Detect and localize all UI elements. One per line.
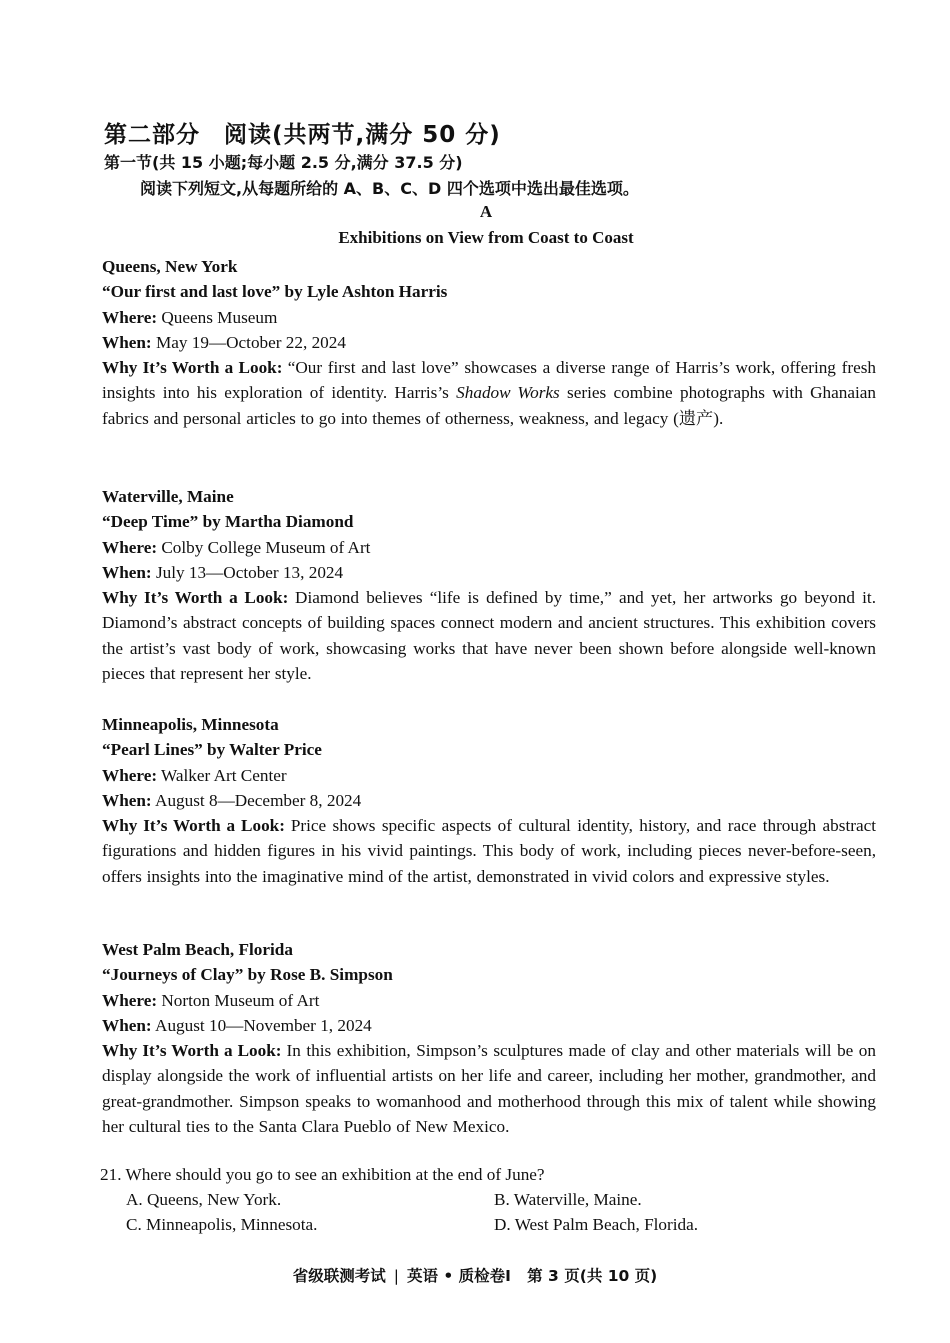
exhibit-why xyxy=(102,1038,876,1139)
question-21 xyxy=(100,1162,880,1237)
question-options xyxy=(100,1187,880,1237)
option-c[interactable]: C. Minneapolis, Minnesota. xyxy=(126,1215,318,1234)
where-value: Norton Museum of Art xyxy=(161,990,320,1010)
exhibit-when xyxy=(102,330,876,355)
exhibit-place: Queens, New York xyxy=(102,257,238,276)
why-label: Why It’s Worth a Look: xyxy=(102,588,289,608)
option-b[interactable]: B. Waterville, Maine. xyxy=(494,1190,642,1209)
exhibit-when xyxy=(102,788,876,813)
when-label: When: xyxy=(102,790,152,810)
exhibit-why xyxy=(102,355,876,431)
passage-letter: A xyxy=(479,202,493,221)
exhibit-work: “Journeys of Clay” by Rose B. Simpson xyxy=(102,965,393,985)
exhibit-why xyxy=(102,813,876,889)
when-label: When: xyxy=(102,332,152,352)
when-value: August 8—December 8, 2024 xyxy=(155,790,362,810)
exhibit-when xyxy=(102,1013,876,1038)
exhibit-work: “Our first and last love” by Lyle Ashton Harris xyxy=(102,282,448,302)
exhibit-waterville xyxy=(102,484,876,686)
why-text: “Our first and last love” showcases a diverse range of Harris’s work, offering fresh insights into his exploration of identity. Harris’s xyxy=(102,358,877,403)
when-label: When: xyxy=(102,562,152,582)
where-value: Walker Art Center xyxy=(161,765,287,785)
when-value: August 10—November 1, 2024 xyxy=(155,1015,372,1035)
exhibit-work: “Deep Time” by Martha Diamond xyxy=(102,512,354,532)
footer-page-number: 第 3 页(共 10 页) xyxy=(527,1267,658,1285)
page-footer xyxy=(0,1264,950,1286)
why-text: In this exhibition, Simpson’s sculptures made of clay and other materials will be on display alongside the work of influential artists on her life and career, including her mother, grandmother, and great-grandmother. Simpson speaks to womanhood and motherhood through this mix of talent while showing her cultural ties to the Santa Clara Pueblo of New Mexico. xyxy=(102,1041,876,1137)
exhibit-queens xyxy=(102,254,876,431)
footer-exam: 省级联测考试 xyxy=(292,1267,386,1285)
why-text: Price shows specific aspects of cultural identity, history, and race through abstract figurations and hidden figures in his vivid paintings. This body of work, including pieces never-before-seen, offers insights into the imaginative mind of the artist, demonstrated in vivid colors and expressive styles. xyxy=(102,816,876,886)
question-stem: 21. Where should you go to see an exhibition at the end of June? xyxy=(100,1165,545,1184)
when-value: July 13—October 13, 2024 xyxy=(155,562,344,582)
footer-separator: | xyxy=(393,1267,399,1285)
exhibit-where xyxy=(102,535,876,560)
footer-subject: 英语 • 质检卷Ⅰ xyxy=(406,1267,511,1285)
subsection-title: 第一节(共 15 小题;每小题 2.5 分,满分 37.5 分) xyxy=(104,153,463,172)
why-italic: Shadow Works xyxy=(456,383,560,403)
option-d[interactable]: D. West Palm Beach, Florida. xyxy=(494,1215,699,1234)
exhibit-where xyxy=(102,988,876,1013)
when-value: May 19—October 22, 2024 xyxy=(155,332,346,352)
why-text-after: series combine photographs with Ghanaian fabrics and personal articles to go into themes of otherness, weakness, and legacy (遗产). xyxy=(102,383,877,428)
exhibit-place: Minneapolis, Minnesota xyxy=(102,715,279,734)
exhibit-west-palm-beach xyxy=(102,937,876,1139)
exhibit-where xyxy=(102,305,876,330)
exhibit-work: “Pearl Lines” by Walter Price xyxy=(102,740,322,760)
exhibit-minneapolis xyxy=(102,712,876,889)
why-text: Diamond believes “life is defined by time,” and yet, her artworks go beyond it. Diamond’s abstract concepts of building spaces connect modern and ancient structures. This exhibition covers the artist’s vast body of work, showcasing works that have never been shown before alongside well-known pieces that represent her style. xyxy=(102,588,876,684)
where-value: Colby College Museum of Art xyxy=(161,537,371,557)
why-label: Why It’s Worth a Look: xyxy=(102,358,283,378)
exhibit-when xyxy=(102,560,876,585)
when-label: When: xyxy=(102,1015,152,1035)
where-label: Where: xyxy=(102,307,158,327)
passage-title: Exhibitions on View from Coast to Coast xyxy=(338,228,634,247)
exhibit-where xyxy=(102,763,876,788)
where-label: Where: xyxy=(102,765,158,785)
where-label: Where: xyxy=(102,537,158,557)
section-title: 第二部分 阅读(共两节,满分 50 分) xyxy=(104,122,501,148)
where-value: Queens Museum xyxy=(161,307,278,327)
option-a[interactable]: A. Queens, New York. xyxy=(126,1190,282,1209)
why-label: Why It’s Worth a Look: xyxy=(102,816,285,836)
exhibit-why xyxy=(102,585,876,686)
why-label: Why It’s Worth a Look: xyxy=(102,1041,282,1061)
exhibit-place: Waterville, Maine xyxy=(102,487,234,506)
instruction: 阅读下列短文,从每题所给的 A、B、C、D 四个选项中选出最佳选项。 xyxy=(140,179,639,198)
where-label: Where: xyxy=(102,990,158,1010)
exhibit-place: West Palm Beach, Florida xyxy=(102,940,293,959)
